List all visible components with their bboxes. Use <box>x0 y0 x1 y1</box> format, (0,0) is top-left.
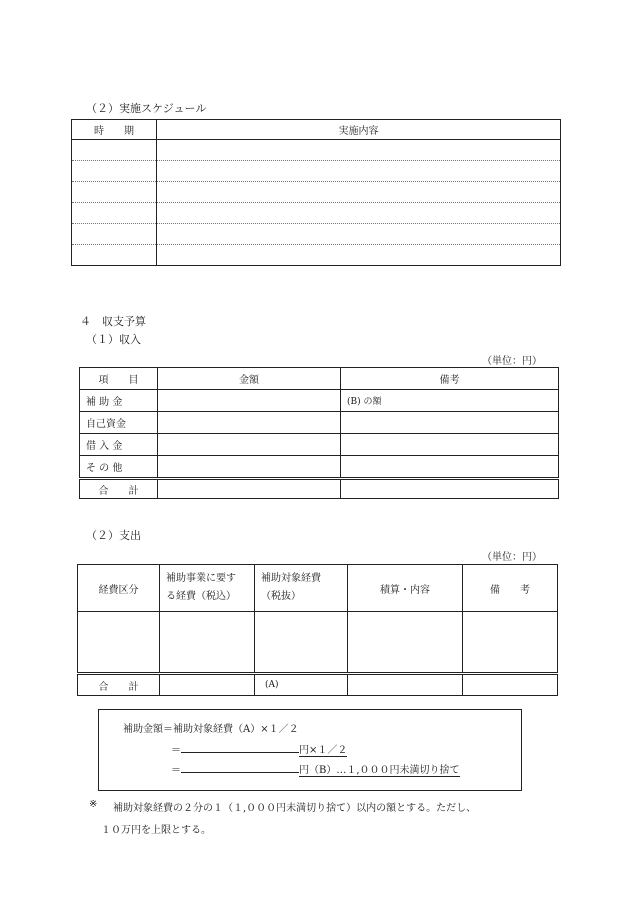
income-amount <box>158 456 341 479</box>
expense-col-cost-line2: る経費（税込） <box>166 591 236 602</box>
schedule-row <box>72 203 561 224</box>
income-total-amount <box>158 479 341 499</box>
expense-col-cost <box>160 565 255 612</box>
formula-line2-suffix: 円×１／２ <box>299 741 347 757</box>
formula-line1: 補助金額＝補助対象経費（A）×１／２ <box>123 724 299 735</box>
expense-unit-label: （単位：円） <box>482 552 542 563</box>
expense-table <box>77 564 558 696</box>
expense-col-eligible-line2: （税抜） <box>261 591 301 602</box>
formula-line2-blank <box>181 740 299 753</box>
expense-cost-cell <box>160 612 255 674</box>
income-item: 補 助 金 <box>80 390 158 412</box>
note-line1: 補助対象経費の２分の１（１,０００円未満切り捨て）以内の額とする。ただし、 <box>113 803 477 814</box>
schedule-col-period: 時 期 <box>72 120 157 140</box>
schedule-content-cell <box>157 224 561 245</box>
schedule-period-cell <box>72 224 157 245</box>
schedule-content-cell <box>157 140 561 161</box>
expense-col-breakdown: 積算・内容 <box>348 565 463 612</box>
formula-line3 <box>171 760 460 777</box>
income-unit-label: （単位：円） <box>482 356 542 367</box>
expense-col-remarks: 備 考 <box>463 565 558 612</box>
note-line2: １０万円を上限とする。 <box>101 825 211 836</box>
schedule-row <box>72 224 561 245</box>
formula-box <box>98 709 522 791</box>
expense-breakdown-cell <box>348 612 463 674</box>
expense-total-row <box>78 674 558 696</box>
income-header-row <box>80 368 559 390</box>
expense-total-remarks <box>463 674 558 696</box>
schedule-content-cell <box>157 161 561 182</box>
income-amount <box>158 434 341 456</box>
formula-line3-prefix: ＝ <box>171 765 181 776</box>
income-item: そ の 他 <box>80 456 158 479</box>
schedule-row <box>72 245 561 266</box>
schedule-content-cell <box>157 182 561 203</box>
income-row <box>80 412 559 434</box>
expense-total-eligible: (A) <box>255 674 348 696</box>
income-col-remarks: 備考 <box>341 368 559 390</box>
income-row <box>80 434 559 456</box>
expense-col-cost-line1: 補助事業に要す <box>166 573 236 584</box>
income-row <box>80 456 559 479</box>
schedule-heading: （２）実施スケジュール <box>86 102 207 115</box>
schedule-header-row <box>72 120 561 140</box>
schedule-content-cell <box>157 245 561 266</box>
income-total-label: 合 計 <box>80 479 158 499</box>
income-remarks <box>341 434 559 456</box>
schedule-period-cell <box>72 245 157 266</box>
expense-remarks-cell <box>463 612 558 674</box>
budget-heading: ４ 収支予算 <box>80 315 146 328</box>
schedule-content-cell <box>157 203 561 224</box>
schedule-row <box>72 182 561 203</box>
expense-total-label: 合 計 <box>78 674 160 696</box>
income-row <box>80 390 559 412</box>
schedule-period-cell <box>72 161 157 182</box>
income-col-amount: 金額 <box>158 368 341 390</box>
expense-eligible-cell <box>255 612 348 674</box>
expense-total-breakdown <box>348 674 463 696</box>
note-mark: ※ <box>89 799 98 810</box>
schedule-row <box>72 161 561 182</box>
formula-line2-prefix: ＝ <box>171 745 181 756</box>
expense-col-category: 経費区分 <box>78 565 160 612</box>
formula-line3-suffix: 円（B）…１,０００円未満切り捨て <box>299 761 460 777</box>
formula-line2 <box>171 740 347 757</box>
expense-header-row <box>78 565 558 612</box>
income-remarks <box>341 456 559 479</box>
schedule-row <box>72 140 561 161</box>
income-col-item: 項 目 <box>80 368 158 390</box>
income-heading: （１）収入 <box>86 333 141 346</box>
expense-heading: （２）支出 <box>86 529 141 542</box>
income-amount <box>158 390 341 412</box>
schedule-period-cell <box>72 140 157 161</box>
income-remarks <box>341 412 559 434</box>
schedule-period-cell <box>72 182 157 203</box>
income-remarks: (B) の額 <box>341 390 559 412</box>
schedule-table <box>71 119 561 266</box>
expense-col-eligible-line1: 補助対象経費 <box>261 573 321 584</box>
income-total-row <box>80 479 559 499</box>
expense-total-cost <box>160 674 255 696</box>
schedule-col-content: 実施内容 <box>157 120 561 140</box>
schedule-period-cell <box>72 203 157 224</box>
formula-line3-blank <box>181 760 299 773</box>
income-table <box>79 367 559 499</box>
income-amount <box>158 412 341 434</box>
income-item: 借 入 金 <box>80 434 158 456</box>
expense-col-eligible <box>255 565 348 612</box>
expense-body-row <box>78 612 558 674</box>
expense-category-cell <box>78 612 160 674</box>
income-item: 自己資金 <box>80 412 158 434</box>
income-total-remarks <box>341 479 559 499</box>
